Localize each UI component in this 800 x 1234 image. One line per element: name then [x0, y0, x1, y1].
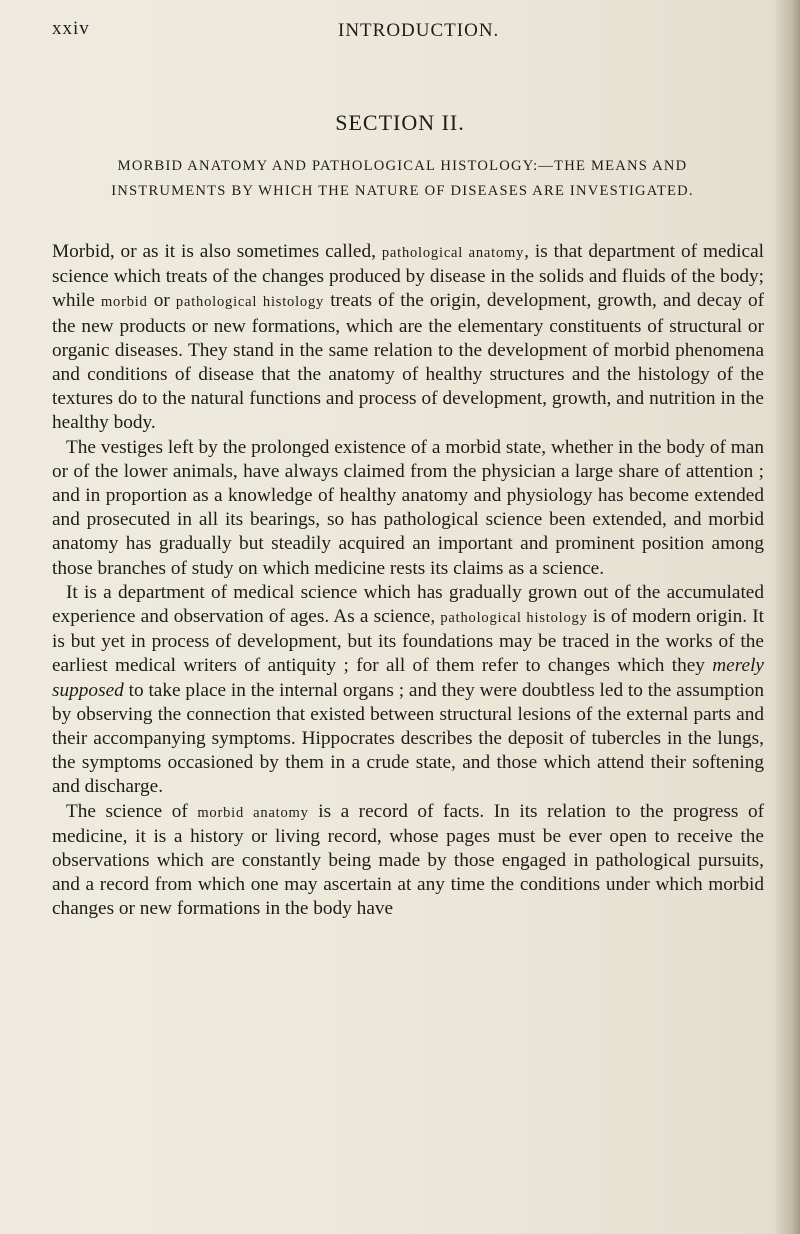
italic-phrase: merely supposed	[52, 655, 764, 701]
small-caps-term: pathological histology	[440, 610, 588, 627]
small-caps-term: morbid	[100, 294, 148, 311]
running-head-title: INTRODUCTION.	[338, 20, 500, 41]
body-text	[52, 240, 764, 922]
paragraph-1	[52, 240, 764, 436]
text-run: It is a department of medical science which has gradually grown out of the accumulated experience and observation of ages. As a science,	[52, 581, 764, 628]
paragraph-3	[52, 581, 764, 800]
lead-word: Morbid	[52, 241, 110, 262]
text-run: , is that department of medical science which treats of the changes produced by disease in the solids and fluids of the body; while	[52, 241, 764, 312]
section-subtitle: MORBID ANATOMY AND PATHOLOGICAL HISTOLOGY:—THE MEANS AND INSTRUMENTS BY WHICH THE NATURE OF DISEASES ARE INVESTIGATED.	[111, 158, 694, 199]
text-run: The science of	[66, 800, 198, 822]
text-run: , or as it is also sometimes called,	[109, 241, 382, 262]
running-head	[52, 18, 752, 48]
text-run: or	[147, 290, 176, 312]
paragraph-2: The vestiges left by the prolonged existence of a morbid state, whether in the body of man or of the lower animals, have always claimed from the physician a large share of attention ; and in proportion as a knowledge of healthy anatomy and physiology has become extended and prosecuted in all its bearings, so has pathological science been extended, and morbid anatomy has gradually but steadily acquired an important and prominent position among those branches of study on which medicine rests its claims as a science.	[52, 436, 764, 579]
page-edge-shadow	[774, 0, 800, 1234]
paragraph-4	[52, 800, 764, 922]
text-run: is of modern origin. It is but yet in process of development, but its foundations may be traced in the works of the earliest medical writers of antiquity ; for all of them refer to changes which they	[52, 606, 765, 677]
text-run: is a record of facts. In its relation to the progress of medicine, it is a history or living record, whose pages must be ever open to receive the observations which are constantly being made by those engaged in pathological pursuits, and a record from which one may ascertain at any time the conditions under which morbid changes or new formations in the body have	[52, 800, 765, 920]
page-number: xxiv	[52, 18, 90, 39]
text-run: to take place in the internal organs ; and they were doubtless led to the assumption by observing the connection that existed between structural lesions of the external parts and their accompanying symptoms. Hippocrates describes the deposit of tubercles in the lungs, the symptoms occasioned by them in a crude state, and those which attend their softening and discharge.	[52, 679, 764, 798]
text-run: treats of the origin, development, growth, and decay of the new products or new formations, which are the elementary constituents of structural or organic diseases. They stand in the same relation to the development of morbid phenomena and conditions of disease that the anatomy of healthy structures and the histology of the textures do to the natural functions and process of development, growth, and nutrition in the healthy body.	[52, 290, 765, 434]
small-caps-term: pathological anatomy	[381, 245, 525, 261]
small-caps-term: morbid anatomy	[197, 804, 309, 821]
small-caps-term: pathological histology	[175, 294, 325, 311]
section-title: SECTION II.	[335, 110, 465, 135]
